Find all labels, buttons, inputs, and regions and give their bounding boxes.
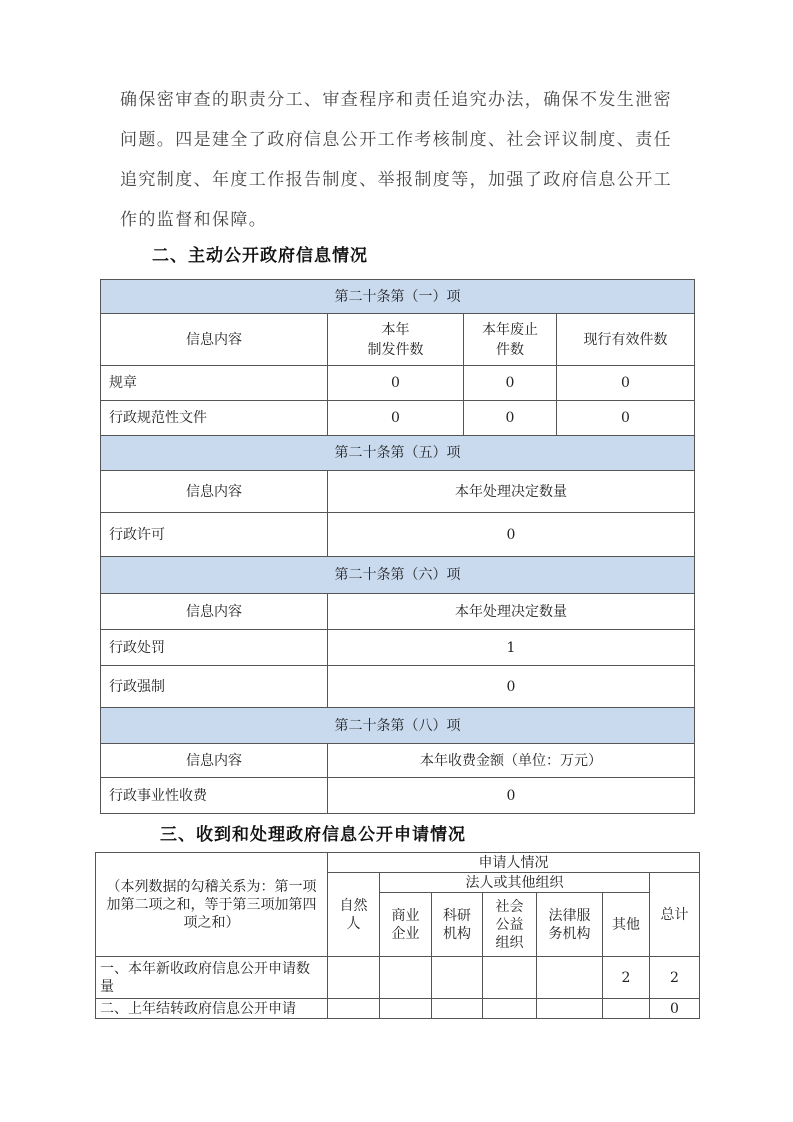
cell-value (483, 957, 537, 999)
cell-value (483, 999, 537, 1019)
proactive-disclosure-table (100, 279, 695, 814)
cell-value: 0 (328, 778, 695, 814)
band-item-8: 第二十条第（八）项 (101, 708, 695, 744)
row-label: 行政强制 (101, 666, 328, 708)
header-issued: 本年 制发件数 (328, 314, 464, 366)
intro-paragraph (120, 84, 680, 236)
header-valid: 现行有效件数 (557, 314, 695, 366)
row-label: 行政处罚 (101, 630, 328, 666)
cell-value (537, 957, 603, 999)
section-2-heading: 二、主动公开政府信息情况 (152, 246, 368, 266)
other-header: 其他 (603, 893, 650, 957)
intro-line: 追究制度、年度工作报告制度、举报制度等，加强了政府信息公开工 (120, 170, 672, 190)
cell-value (380, 957, 432, 999)
row-label: 行政规范性文件 (101, 401, 328, 436)
cell-value: 0 (557, 366, 695, 401)
intro-line: 确保密审查的职责分工、审查程序和责任追究办法，确保不发生泄密 (120, 90, 672, 110)
cell-value: 2 (650, 957, 700, 999)
cell-value (328, 957, 380, 999)
row-label: 规章 (101, 366, 328, 401)
section-3-heading: 三、收到和处理政府信息公开申请情况 (160, 825, 466, 845)
business-header: 商业 企业 (380, 893, 432, 957)
cell-value: 0 (650, 999, 700, 1019)
application-table (95, 852, 700, 1019)
research-header: 科研 机构 (432, 893, 483, 957)
cell-value: 0 (328, 666, 695, 708)
header-decisions: 本年处理决定数量 (328, 471, 695, 513)
legal-entity-header: 法人或其他组织 (380, 873, 650, 893)
header-info: 信息内容 (101, 471, 328, 513)
cell-value: 0 (557, 401, 695, 436)
cell-value (432, 999, 483, 1019)
header-info: 信息内容 (101, 314, 328, 366)
row-label: 行政许可 (101, 513, 328, 557)
header-info: 信息内容 (101, 744, 328, 778)
band-item-1: 第二十条第（一）项 (101, 280, 695, 314)
cell-value: 2 (603, 957, 650, 999)
cell-value: 0 (328, 366, 464, 401)
cell-value (603, 999, 650, 1019)
header-abolished: 本年废止 件数 (464, 314, 557, 366)
row-label: 二、上年结转政府信息公开申请 (96, 999, 328, 1019)
cell-value: 0 (464, 366, 557, 401)
band-item-5: 第二十条第（五）项 (101, 436, 695, 471)
total-header: 总计 (650, 873, 700, 957)
social-welfare-header: 社会 公益 组织 (483, 893, 537, 957)
row-label: 行政事业性收费 (101, 778, 328, 814)
header-info: 信息内容 (101, 594, 328, 630)
natural-person-header: 自然 人 (328, 873, 380, 957)
header-fees: 本年收费金额（单位：万元） (328, 744, 695, 778)
note-cell: （本列数据的勾稽关系为：第一项加第二项之和，等于第三项加第四项之和） (96, 853, 328, 957)
intro-line: 问题。四是建全了政府信息公开工作考核制度、社会评议制度、责任 (120, 130, 672, 150)
legal-service-header: 法律服 务机构 (537, 893, 603, 957)
header-decisions: 本年处理决定数量 (328, 594, 695, 630)
cell-value: 0 (464, 401, 557, 436)
cell-value (380, 999, 432, 1019)
cell-value: 0 (328, 513, 695, 557)
applicant-header: 申请人情况 (328, 853, 700, 873)
band-item-6: 第二十条第（六）项 (101, 557, 695, 594)
cell-value (537, 999, 603, 1019)
cell-value: 1 (328, 630, 695, 666)
cell-value (328, 999, 380, 1019)
row-label: 一、本年新收政府信息公开申请数量 (96, 957, 328, 999)
intro-line: 作的监督和保障。 (120, 210, 268, 230)
cell-value: 0 (328, 401, 464, 436)
cell-value (432, 957, 483, 999)
